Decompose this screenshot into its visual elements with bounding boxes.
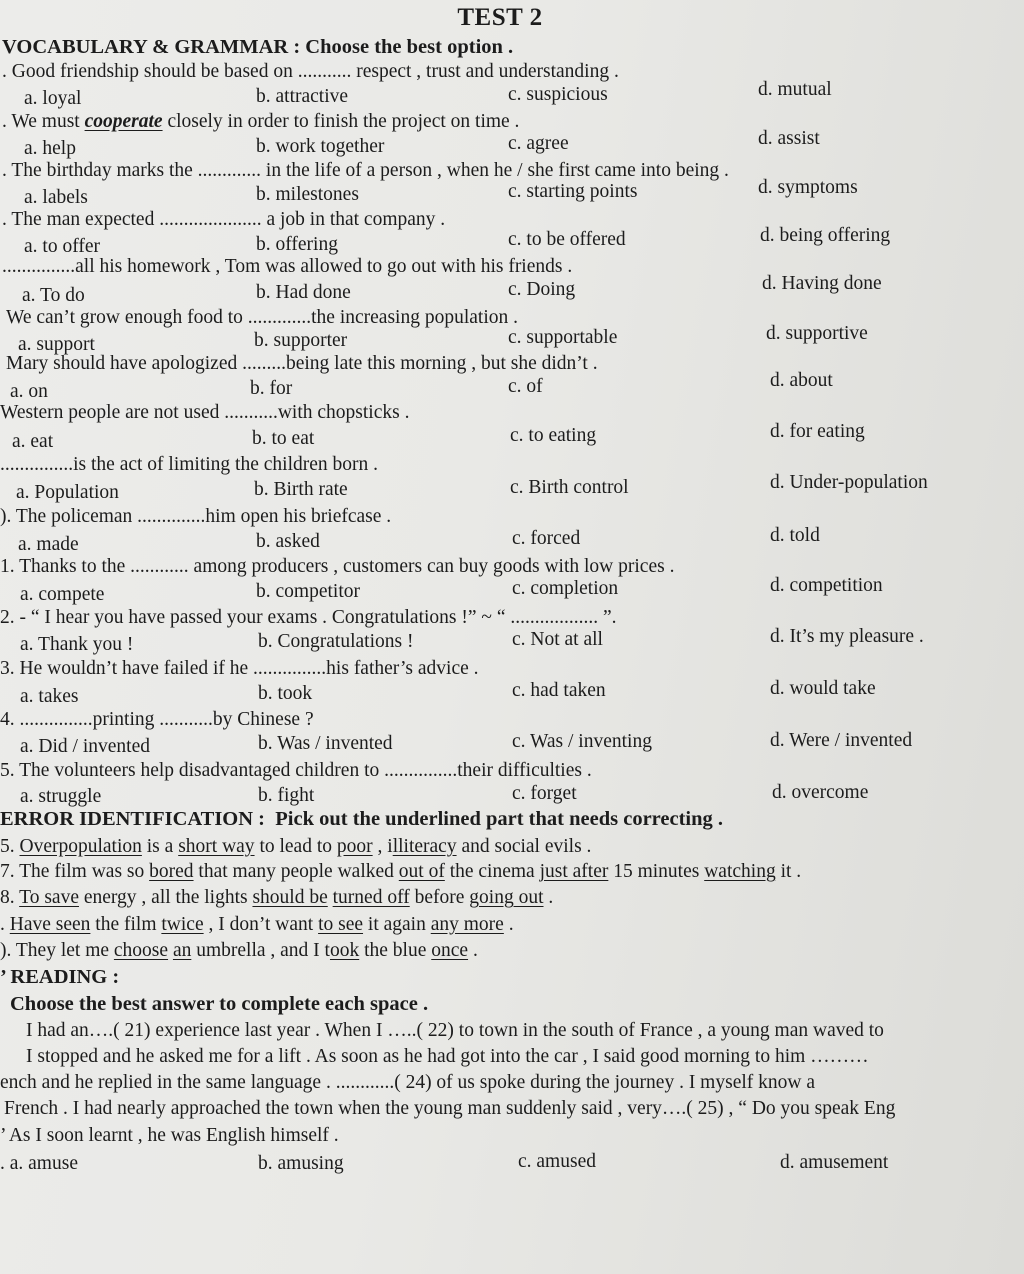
q5-option-b[interactable]: b. Had done [256,282,351,303]
q9-option-c[interactable]: c. Birth control [510,477,629,498]
passage-line: ’ As I soon learnt , he was English himself . [0,1125,339,1146]
question-15: 5. The volunteers help disadvantaged children to ...............their difficulties . [0,760,592,781]
error-question-16: 5. Overpopulation is a short way to lead to poor , illiteracy and social evils . [0,836,592,857]
question-9: ...............is the act of limiting the children born . [0,454,379,475]
question-13: 3. He wouldn’t have failed if he ...............his father’s advice . [0,658,479,679]
q6-option-b[interactable]: b. supporter [254,330,348,351]
q2-option-a[interactable]: a. help [24,138,76,159]
q9-option-d[interactable]: d. Under-population [770,472,928,493]
question-4: . The man expected ..................... a job in that company . [2,209,446,230]
q21-option-d[interactable]: d. amusement [780,1152,889,1173]
q21-option-c[interactable]: c. amused [518,1151,596,1172]
q5-option-d[interactable]: d. Having done [762,273,882,294]
question-1: . Good friendship should be based on ........... respect , trust and understanding . [2,61,619,82]
q4-option-d[interactable]: d. being offering [760,225,891,246]
q13-option-c[interactable]: c. had taken [512,680,606,701]
q15-option-d[interactable]: d. overcome [772,782,869,803]
underlined-option[interactable]: any more [430,914,504,935]
question-11: 1. Thanks to the ............ among producers , customers can buy goods with low prices . [0,556,675,577]
q14-option-a[interactable]: a. Did / invented [20,736,150,757]
underlined-option[interactable]: once [431,940,469,961]
q11-option-d[interactable]: d. competition [770,575,883,596]
q4-option-a[interactable]: a. to offer [24,236,100,257]
underlined-option[interactable]: just after [539,861,609,882]
underlined-option[interactable]: an [172,940,192,961]
underlined-option[interactable]: poor [336,836,373,857]
underlined-option[interactable]: ook [329,940,360,961]
underlined-option[interactable]: turned off [332,887,410,908]
question-2: . We must cooperate closely in order to finish the project on time . [2,111,520,132]
q15-option-a[interactable]: a. struggle [20,786,102,807]
passage-line: I had an….( 21) experience last year . When I …..( 22) to town in the south of France , a young man waved to [26,1020,884,1041]
q10-option-c[interactable]: c. forced [512,528,581,549]
underlined-option[interactable]: watching [704,861,776,882]
underlined-option[interactable]: out of [398,861,445,882]
q1-option-a[interactable]: a. loyal [24,88,82,109]
underlined-option[interactable]: Overpopulation [19,836,142,857]
q1-option-b[interactable]: b. attractive [256,86,349,107]
question-3: . The birthday marks the ............. in the life of a person , when he / she first came into being . [2,160,729,181]
q3-option-d[interactable]: d. symptoms [758,177,858,198]
underlined-option[interactable]: choose [113,940,169,961]
question-14: 4. ...............printing ...........by Chinese ? [0,709,314,730]
q1-option-d[interactable]: d. mutual [758,79,832,100]
section-heading-error-identification: ERROR IDENTIFICATION : Pick out the underlined part that needs correcting . [0,808,724,830]
q12-option-c[interactable]: c. Not at all [512,629,603,650]
q3-option-b[interactable]: b. milestones [256,184,359,205]
underlined-option[interactable]: should be [252,887,328,908]
error-question-18: 8. To save energy , all the lights should be turned off before going out . [0,887,554,908]
q13-option-d[interactable]: d. would take [770,678,876,699]
q15-option-b[interactable]: b. fight [258,785,315,806]
section-heading-reading: ’ READING : [0,966,120,988]
q12-option-a[interactable]: a. Thank you ! [20,634,134,655]
q8-option-d[interactable]: d. for eating [770,421,865,442]
q12-option-b[interactable]: b. Congratulations ! [258,631,414,652]
q14-option-c[interactable]: c. Was / inventing [512,731,652,752]
underlined-option[interactable]: lliteracy [392,836,457,857]
page-title: TEST 2 [457,4,543,31]
q13-option-b[interactable]: b. took [258,683,313,704]
q6-option-a[interactable]: a. support [18,334,95,355]
underlined-option[interactable]: short way [178,836,255,857]
q7-option-a[interactable]: a. on [10,381,48,402]
question-12: 2. - “ I hear you have passed your exams . Congratulations !” ~ “ .................. ”. [0,607,617,628]
q10-option-b[interactable]: b. asked [256,531,320,552]
underlined-option[interactable]: bored [149,861,194,882]
passage-line: French . I had nearly approached the town when the young man suddenly said , very….( 25) , “ Do you speak Eng [4,1098,896,1119]
q10-option-d[interactable]: d. told [770,525,820,546]
question-7: Mary should have apologized .........being late this morning , but she didn’t . [6,353,598,374]
q11-option-b[interactable]: b. competitor [256,581,360,602]
q8-option-a[interactable]: a. eat [12,431,54,452]
q3-option-a[interactable]: a. labels [24,187,88,208]
underlined-option[interactable]: To save [19,887,79,908]
section-heading-vocabulary: VOCABULARY & GRAMMAR : Choose the best option . [2,36,514,58]
q2-option-d[interactable]: d. assist [758,128,820,149]
q21-option-a[interactable]: . a. amuse [0,1153,78,1174]
q4-option-b[interactable]: b. offering [256,234,338,255]
q6-option-c[interactable]: c. supportable [508,327,618,348]
q8-option-b[interactable]: b. to eat [252,428,315,449]
underlined-option[interactable]: twice [161,914,204,935]
q12-option-d[interactable]: d. It’s my pleasure . [770,626,924,647]
q2-option-c[interactable]: c. agree [508,133,569,154]
q7-option-d[interactable]: d. about [770,370,833,391]
q7-option-b[interactable]: b. for [250,378,293,399]
error-question-17: 7. The film was so bored that many people walked out of the cinema just after 15 minutes watching it . [0,861,802,882]
reading-instruction: Choose the best answer to complete each space . [10,993,429,1015]
q13-option-a[interactable]: a. takes [20,686,79,707]
underlined-option[interactable]: going out [469,887,544,908]
q11-option-c[interactable]: c. completion [512,578,619,599]
q5-option-a[interactable]: a. To do [22,285,85,306]
q5-option-c[interactable]: c. Doing [508,279,576,300]
q9-option-b[interactable]: b. Birth rate [254,479,348,500]
q4-option-c[interactable]: c. to be offered [508,229,626,250]
error-question-20: ). They let me choose an umbrella , and I took the blue once . [0,940,478,961]
q11-option-a[interactable]: a. compete [20,584,105,605]
error-question-19: . Have seen the film twice , I don’t want to see it again any more . [0,914,514,935]
q14-option-d[interactable]: d. Were / invented [770,730,913,751]
q7-option-c[interactable]: c. of [508,376,543,397]
q2-option-b[interactable]: b. work together [256,136,385,157]
key-word: cooperate [84,111,163,132]
question-6: We can’t grow enough food to .............the increasing population . [6,307,518,328]
q15-option-c[interactable]: c. forget [512,783,577,804]
underlined-option[interactable]: Have seen [9,914,91,935]
q21-option-b[interactable]: b. amusing [258,1153,344,1174]
passage-line: ench and he replied in the same language . ............( 24) of us spoke during the journey . I myself know a [0,1072,815,1093]
q1-option-c[interactable]: c. suspicious [508,84,608,105]
q14-option-b[interactable]: b. Was / invented [258,733,393,754]
question-5: ...............all his homework , Tom was allowed to go out with his friends . [2,256,573,277]
q9-option-a[interactable]: a. Population [16,482,119,503]
q6-option-d[interactable]: d. supportive [766,323,868,344]
question-10: ). The policeman ..............him open his briefcase . [0,506,392,527]
question-8: Western people are not used ...........with chopsticks . [0,402,410,423]
q8-option-c[interactable]: c. to eating [510,425,597,446]
q10-option-a[interactable]: a. made [18,534,79,555]
passage-line: I stopped and he asked me for a lift . As soon as he had got into the car , I said good morning to him ……… [26,1046,869,1067]
q3-option-c[interactable]: c. starting points [508,181,638,202]
underlined-option[interactable]: to see [318,914,364,935]
